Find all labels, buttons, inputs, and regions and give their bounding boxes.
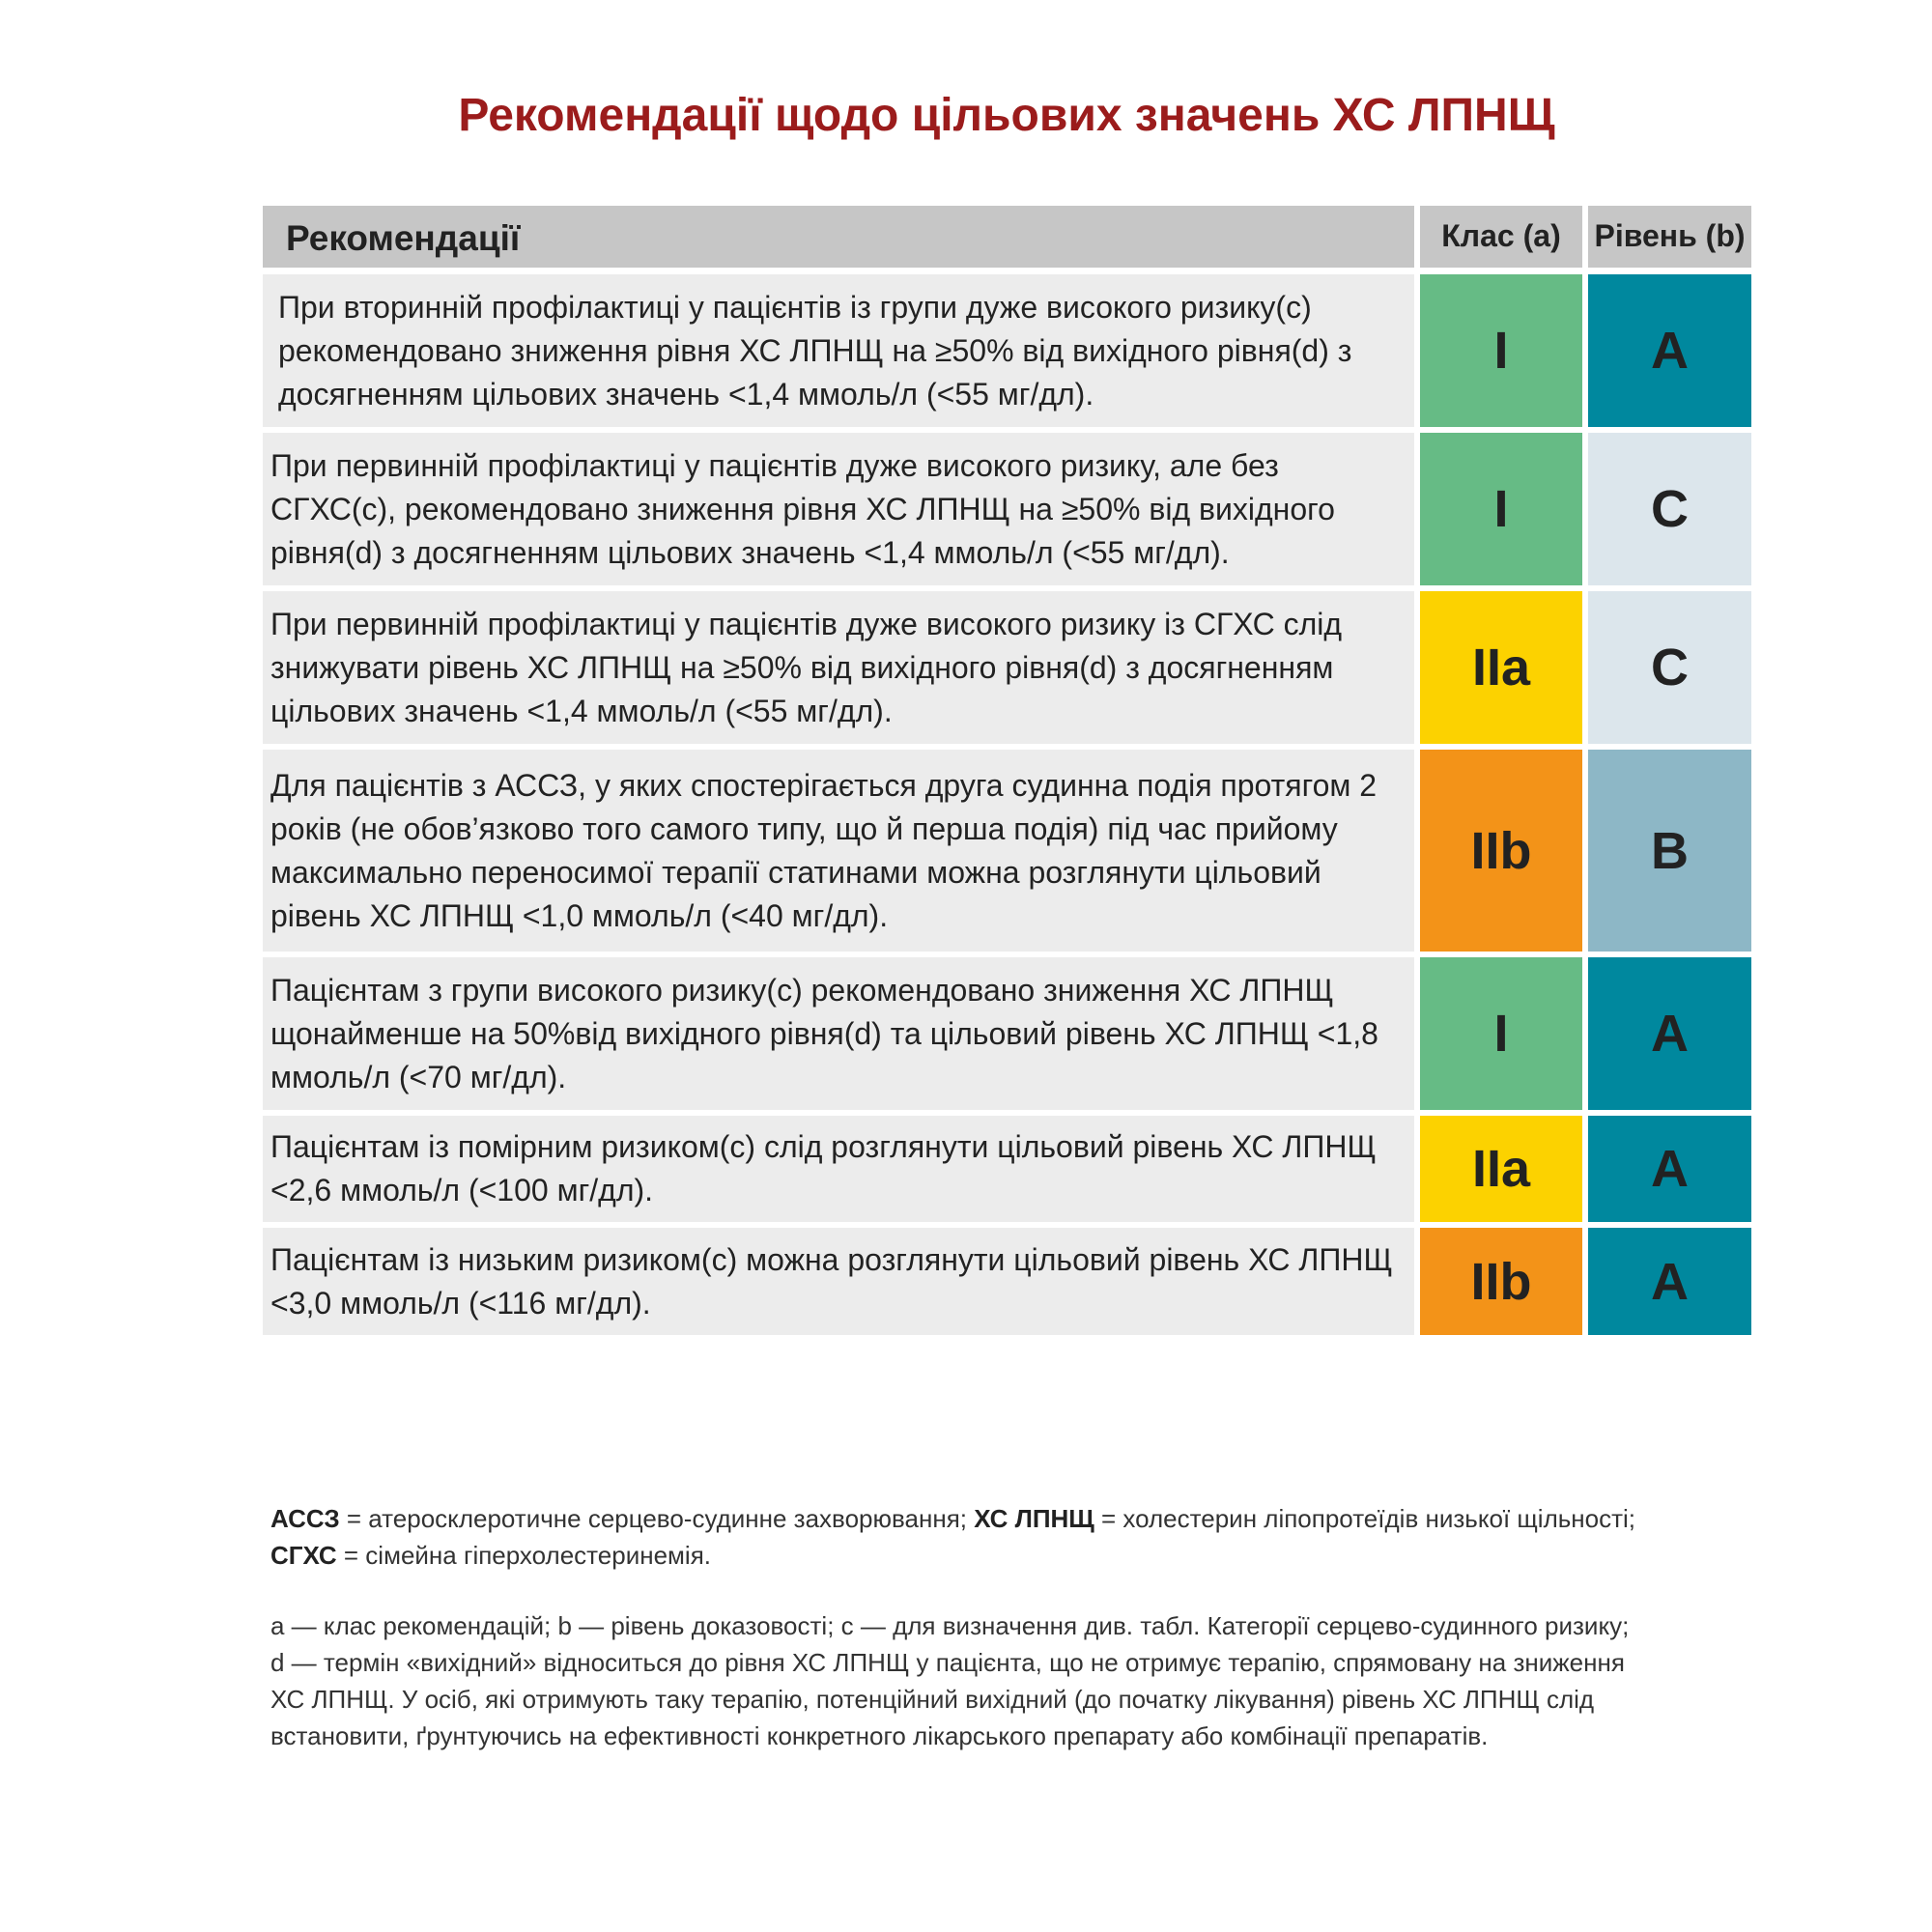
class-badge: [1420, 591, 1582, 744]
page-title: Рекомендації щодо цільових значень ХС ЛПНЩ: [458, 90, 1555, 141]
table-row: [263, 274, 1751, 427]
class-value: I: [1493, 480, 1509, 538]
recommendation-text: Пацієнтам з групи високого ризику(c) рекомендовано зниження ХС ЛПНЩ щонайменше на 50%від вихідного рівня(d) та цільовий рівень ХС ЛПНЩ <1,8 ммоль/л (<70 мг/дл).: [270, 972, 1378, 1094]
recommendation-cell: [263, 1116, 1414, 1222]
class-value: IIb: [1470, 1252, 1532, 1311]
level-value: A: [1651, 322, 1689, 380]
recommendation-text: При первинній профілактиці у пацієнтів дуже високого ризику, але без СГХС(c), рекомендовано зниження рівня ХС ЛПНЩ на ≥50% від вихідного рівня(d) з досягненням цільових значень <1,4 ммоль/л (<55 мг/дл).: [270, 447, 1335, 570]
recommendation-cell: [263, 433, 1414, 585]
level-value: A: [1651, 1252, 1689, 1311]
recommendation-text: Для пацієнтів з АССЗ, у яких спостерігається друга судинна подія протягом 2 років (не обов’язково того самого типу, що й перша подія) під час прийому максимально переносимої терапії статинами можна розглянути цільовий рівень ХС ЛПНЩ <1,0 ммоль/л (<40 мг/дл).: [270, 767, 1378, 933]
header-recommendations: Рекомендації: [263, 206, 1414, 268]
level-badge: [1588, 274, 1751, 427]
recommendation-text: Пацієнтам із помірним ризиком(c) слід розглянути цільовий рівень ХС ЛПНЩ <2,6 ммоль/л (<100 мг/дл).: [270, 1129, 1377, 1208]
level-badge: [1588, 433, 1751, 585]
recommendation-text: При вторинній профілактиці у пацієнтів із групи дуже високого ризику(c) рекомендовано зниження рівня ХС ЛПНЩ на ≥50% від вихідного рівня(d) з досягненням цільових значень <1,4 ммоль/л (<55 мг/дл).: [278, 289, 1352, 412]
recommendation-cell: [263, 591, 1414, 744]
table-row: [263, 1228, 1751, 1335]
recommendation-cell: [263, 1228, 1414, 1335]
abbreviations-note: [270, 1500, 1777, 1574]
class-badge: [1420, 1116, 1582, 1222]
abbr-ldl-term: ХС ЛПНЩ: [974, 1504, 1094, 1533]
footnote-line: a — клас рекомендацій; b — рівень доказовості; c — для визначення див. табл. Категорії серцево-судинного ризику;: [270, 1611, 1630, 1640]
class-badge: [1420, 957, 1582, 1110]
recommendation-cell: [263, 957, 1414, 1110]
footnotes: [270, 1607, 1777, 1754]
class-badge: [1420, 274, 1582, 427]
class-value: IIb: [1470, 821, 1532, 880]
level-badge: [1588, 957, 1751, 1110]
footnote-line: ХС ЛПНЩ. У осіб, які отримують таку терапію, потенційний вихідний (до початку лікування) рівень ХС ЛПНЩ слід: [270, 1685, 1595, 1714]
footnote-line: встановити, ґрунтуючись на ефективності конкретного лікарського препарату або комбінації препаратів.: [270, 1721, 1489, 1750]
class-badge: [1420, 1228, 1582, 1335]
level-value: C: [1651, 480, 1689, 538]
class-badge: [1420, 433, 1582, 585]
level-badge: [1588, 1228, 1751, 1335]
level-badge: [1588, 750, 1751, 952]
abbr-ascvd-definition: = атеросклеротичне серцево-судинне захворювання;: [339, 1504, 975, 1533]
abbr-fh-term: СГХС: [270, 1541, 337, 1570]
recommendation-cell: [263, 750, 1414, 952]
level-badge: [1588, 1116, 1751, 1222]
header-class: Клас (a): [1420, 206, 1582, 268]
class-value: IIa: [1471, 1140, 1531, 1198]
table-row: [263, 957, 1751, 1110]
abbr-ascvd-term: АССЗ: [270, 1504, 340, 1533]
class-value: I: [1493, 1005, 1509, 1063]
recommendation-cell: [263, 274, 1414, 427]
level-value: C: [1651, 639, 1689, 696]
abbr-ldl-definition: = холестерин ліпопротеїдів низької щільності;: [1094, 1504, 1636, 1533]
header-level: Рівень (b): [1588, 206, 1751, 268]
table-row: [263, 433, 1751, 585]
class-badge: [1420, 750, 1582, 952]
table-row: [263, 1116, 1751, 1222]
recommendation-text: Пацієнтам із низьким ризиком(c) можна розглянути цільовий рівень ХС ЛПНЩ <3,0 ммоль/л (<116 мг/дл).: [270, 1241, 1393, 1321]
level-value: A: [1651, 1005, 1689, 1063]
abbreviations-line-2: [270, 1537, 1777, 1574]
footnote-line: d — термін «вихідний» відноситься до рівня ХС ЛПНЩ у пацієнта, що не отримує терапію, спрямовану на зниження: [270, 1648, 1625, 1677]
abbr-fh-definition: = сімейна гіперхолестеринемія.: [336, 1541, 711, 1570]
class-value: I: [1493, 322, 1509, 380]
class-value: IIa: [1471, 639, 1531, 696]
level-badge: [1588, 591, 1751, 744]
level-value: B: [1651, 821, 1689, 880]
abbreviations-line-1: [270, 1500, 1777, 1537]
recommendation-text: При первинній профілактиці у пацієнтів дуже високого ризику із СГХС слід знижувати рівень ХС ЛПНЩ на ≥50% від вихідного рівня(d) з досягненням цільових значень <1,4 ммоль/л (<55 мг/дл).: [270, 606, 1343, 728]
table-row: [263, 750, 1751, 952]
level-value: A: [1651, 1140, 1689, 1198]
table-row: [263, 591, 1751, 744]
